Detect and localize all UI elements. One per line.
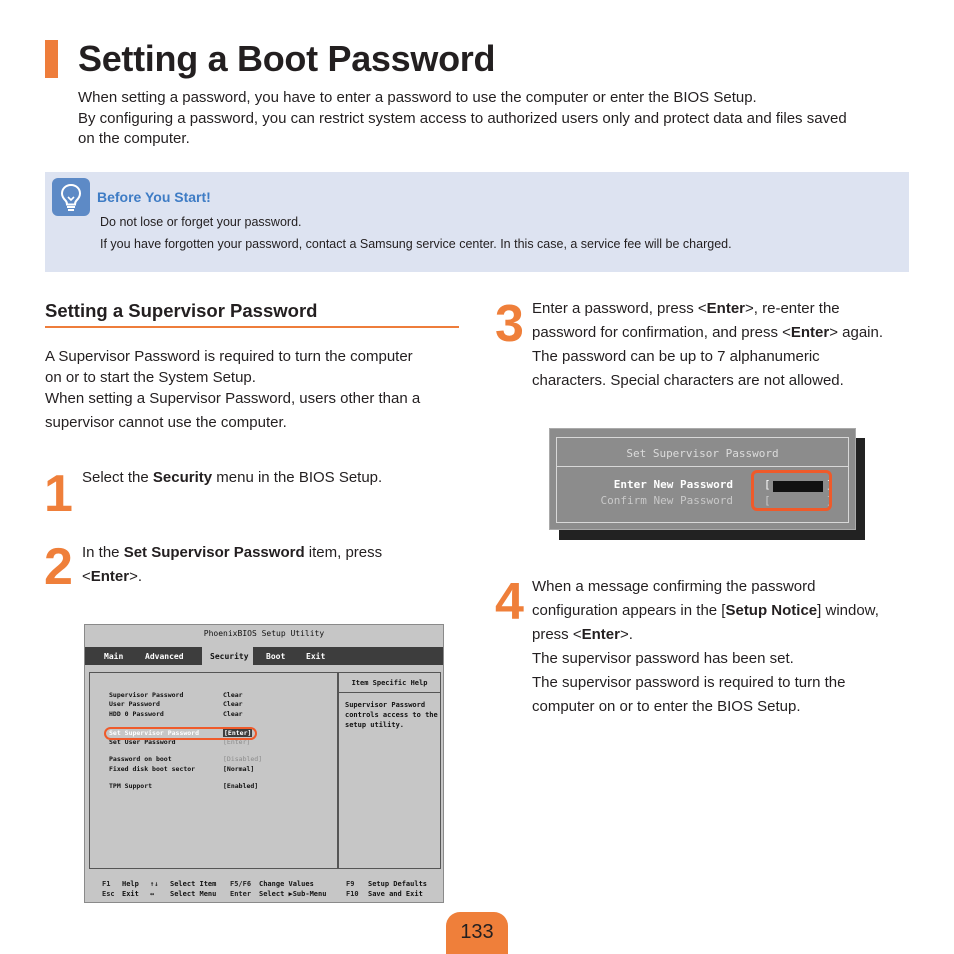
- section-line: A Supervisor Password is required to turn the computer: [45, 348, 413, 365]
- bios-help-text: Supervisor Password controls access to the setup utility.: [345, 701, 438, 729]
- text-run: >.: [619, 626, 633, 643]
- password-field-highlight: [751, 470, 832, 511]
- text-run: >, re-enter the: [745, 300, 840, 317]
- bios-item-value: [Enter]: [223, 738, 251, 746]
- confirm-password-label: Confirm New Password: [600, 494, 733, 507]
- tip-title: Before You Start!: [97, 189, 211, 205]
- bios-item-label: Password on boot: [109, 755, 172, 763]
- bios-footer-action: Save and Exit: [368, 890, 423, 898]
- text-run: password for confirmation, and press <: [532, 324, 791, 341]
- bracket-open: [: [764, 494, 771, 507]
- text-run: Enter a password, press <: [532, 300, 707, 317]
- step-line: computer on or to enter the BIOS Setup.: [532, 698, 801, 715]
- section-title: Setting a Supervisor Password: [45, 300, 318, 321]
- dialog-divider: [557, 466, 848, 467]
- intro-line: When setting a password, you have to enter a password to use the computer or enter the BIOS Setup.: [78, 89, 757, 106]
- intro-line: on the computer.: [78, 130, 190, 147]
- bios-footer-action: Change Values: [259, 880, 314, 888]
- bios-help-panel: [338, 672, 441, 869]
- step-line: [82, 541, 382, 565]
- section-line: supervisor cannot use the computer.: [45, 414, 287, 431]
- bios-footer-key: F10: [346, 890, 359, 898]
- text-run: configuration appears in the [: [532, 602, 726, 619]
- step-2-number: 2: [44, 538, 73, 596]
- step-line: [532, 599, 879, 623]
- page-number: 133: [460, 921, 494, 943]
- bios-footer-action: Select Menu: [170, 890, 217, 898]
- tip-line: If you have forgotten your password, contact a Samsung service center. In this case, a service fee will be charged.: [100, 237, 732, 251]
- text-run: Select the: [82, 469, 153, 486]
- step-line: The supervisor password has been set.: [532, 650, 794, 667]
- bios-item-label-selected[interactable]: Set Supervisor Password: [109, 729, 200, 737]
- bios-footer-key: F5/F6: [230, 880, 252, 888]
- bios-item-label: Supervisor Password: [109, 691, 184, 699]
- bracket-close: ]: [826, 494, 833, 507]
- bios-item-value: [Disabled]: [223, 755, 263, 763]
- text-run: press <: [532, 626, 582, 643]
- bracket-close: ]: [826, 478, 833, 491]
- text-run: ] window,: [817, 602, 879, 619]
- section-divider: [45, 326, 459, 328]
- bios-menu-main: Main: [104, 652, 124, 661]
- bios-item-value-selected[interactable]: [Enter]: [224, 729, 252, 737]
- bios-title: PhoenixBIOS Setup Utility: [203, 629, 325, 638]
- step-3-text: [532, 297, 883, 393]
- text-run: > again.: [829, 324, 884, 341]
- text-run: <: [82, 568, 91, 585]
- bios-menu-exit: Exit: [306, 652, 326, 661]
- lightbulb-icon: [52, 178, 90, 216]
- section-body: [45, 346, 459, 433]
- bios-help-title: Item Specific Help: [339, 673, 440, 693]
- intro-line: By configuring a password, you can restrict system access to authorized users only and protect data and files saved: [78, 109, 847, 127]
- bios-footer-key: F1: [102, 880, 111, 888]
- text-run-bold: Enter: [790, 324, 830, 341]
- bios-menu-security: Security: [202, 647, 253, 667]
- bios-item-label: User Password: [109, 700, 160, 708]
- text-run-bold: Set Supervisor Password: [123, 544, 305, 561]
- bios-menubar: [85, 647, 443, 665]
- bios-item-value: [Normal]: [223, 765, 255, 773]
- bios-footer-key: ↔: [150, 890, 155, 898]
- bios-footer-key: Esc: [102, 890, 115, 898]
- text-run-bold: Setup Notice: [725, 602, 818, 619]
- bios-item-label: Set User Password: [109, 738, 176, 746]
- bracket-open: [: [764, 478, 771, 491]
- bios-footer-key: ↑↓: [150, 880, 159, 888]
- tip-line: Do not lose or forget your password.: [100, 215, 302, 229]
- step-line: The password can be up to 7 alphanumeric: [532, 348, 820, 365]
- bios-item-value: Clear: [223, 691, 243, 699]
- step-line: [532, 623, 879, 647]
- bios-footer-action: Select ▶Sub-Menu: [259, 890, 327, 898]
- dialog-title: Set Supervisor Password: [626, 447, 779, 460]
- step-line: [532, 321, 883, 345]
- intro-text: [78, 88, 918, 150]
- text-run-bold: Enter: [581, 626, 620, 643]
- text-run: item, press: [304, 544, 383, 561]
- bios-item-value: Clear: [223, 700, 243, 708]
- bios-item-value: Clear: [223, 710, 243, 718]
- bios-footer-action: Select Item: [170, 880, 217, 888]
- step-1-text: [82, 466, 382, 490]
- bios-footer-action: Exit: [122, 890, 139, 898]
- bios-footer-action: Help: [122, 880, 139, 888]
- text-run: In the: [82, 544, 124, 561]
- section-line: When setting a Supervisor Password, users other than a: [45, 390, 421, 407]
- text-run: >.: [129, 568, 143, 585]
- step-line: [532, 297, 883, 321]
- bios-menu-boot: Boot: [266, 652, 286, 661]
- text-run-bold: Security: [152, 469, 213, 486]
- step-2-text: [82, 541, 382, 589]
- new-password-label: Enter New Password: [613, 478, 733, 491]
- bios-screenshot: [84, 624, 444, 903]
- bios-item-label: TPM Support: [109, 782, 153, 790]
- bios-footer-action: Setup Defaults: [368, 880, 428, 888]
- step-4-number: 4: [495, 573, 524, 631]
- bios-footer-key: Enter: [230, 890, 252, 898]
- section-line: on or to start the System Setup.: [45, 369, 256, 386]
- text-run-bold: Enter: [706, 300, 746, 317]
- step-3-number: 3: [495, 295, 524, 353]
- page-title: Setting a Boot Password: [78, 38, 496, 79]
- step-4-text: [532, 575, 879, 719]
- bios-footer-key: F9: [346, 880, 355, 888]
- text-run-bold: Enter: [90, 568, 130, 585]
- bios-item-label: HDD 0 Password: [109, 710, 164, 718]
- step-line: [82, 565, 382, 589]
- step-line: When a message confirming the password: [532, 578, 816, 595]
- step-line: characters. Special characters are not allowed.: [532, 372, 844, 389]
- step-1-number: 1: [44, 465, 73, 523]
- bios-menu-advanced: Advanced: [145, 652, 184, 661]
- text-run: menu in the BIOS Setup.: [212, 469, 383, 486]
- bios-item-label: Fixed disk boot sector: [109, 765, 196, 773]
- bios-item-value: [Enabled]: [223, 782, 259, 790]
- step-line: The supervisor password is required to turn the: [532, 674, 846, 691]
- selection-highlight: [104, 727, 257, 740]
- title-accent-bar: [45, 40, 58, 78]
